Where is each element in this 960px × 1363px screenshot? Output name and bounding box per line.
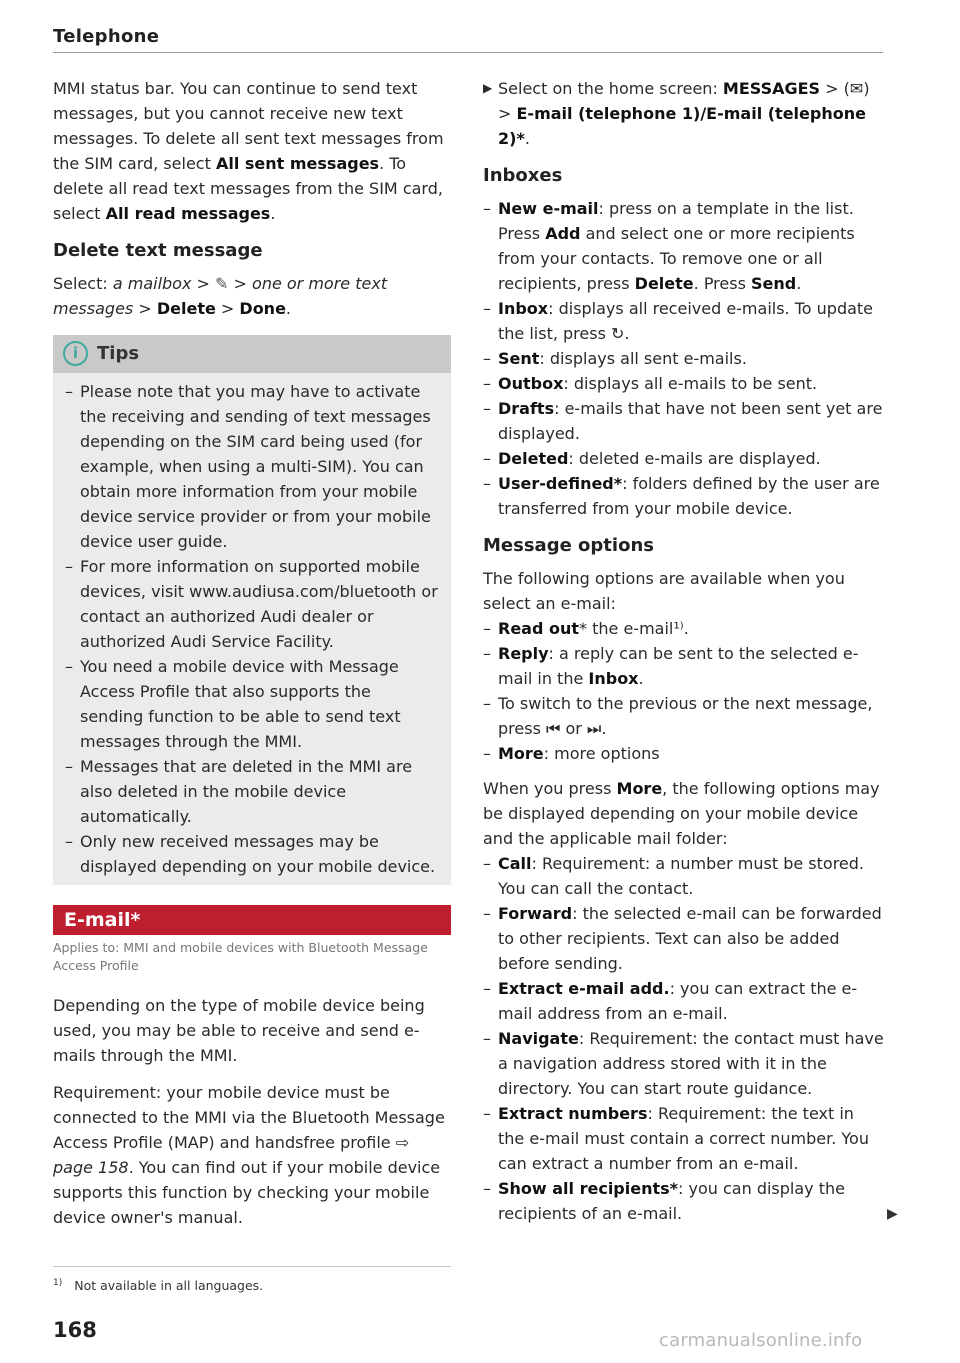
header-title: Telephone bbox=[53, 26, 160, 47]
add-bold: Add bbox=[545, 224, 581, 243]
email-section-title: E-mail* bbox=[53, 905, 451, 935]
list-item: – Forward: the selected e-mail can be forwarded to other recipients. Text can also be added before sending. bbox=[483, 904, 882, 973]
footnote-divider bbox=[53, 1266, 451, 1267]
list-item: – Extract e-mail add.: you can extract the e-mail address from an e-mail. bbox=[483, 979, 858, 1023]
list-item: – Outbox: displays all e-mails to be sent. bbox=[483, 374, 818, 393]
text: : folders defined by the user are transferred from your mobile device. bbox=[498, 474, 880, 518]
list-item: – Reply: a reply can be sent to the selected e-mail in the Inbox. bbox=[483, 644, 859, 688]
text: : deleted e-mails are displayed. bbox=[568, 449, 821, 468]
options-intro: The following options are available when you select an e-mail: bbox=[483, 569, 845, 613]
requirement-post: . You can find out if your mobile device supports this function by checking your mobile device owner's manual. bbox=[53, 1158, 441, 1227]
text: : Requirement: the contact must have a navigation address stored with it in the directory. You can start route guidance. bbox=[498, 1029, 884, 1098]
term: Navigate bbox=[498, 1029, 579, 1048]
continue-arrow-icon: ▶ bbox=[887, 1206, 898, 1222]
term: New e-mail bbox=[498, 199, 599, 218]
done-bold: Done bbox=[239, 299, 286, 318]
text: : Requirement: the text in the e-mail must contain a correct number. You can extract a number from an e-mail. bbox=[498, 1104, 869, 1173]
text: and select one or more recipients from your contacts. To remove one or all recipients, press bbox=[498, 224, 855, 293]
footnote bbox=[53, 1278, 263, 1293]
list-item: – User-defined*: folders defined by the user are transferred from your mobile device. bbox=[483, 474, 880, 518]
intro-bold-sent: All sent messages bbox=[215, 154, 380, 173]
text: : e-mails that have not been sent yet are displayed. bbox=[498, 399, 883, 443]
requirement-text: Requirement: your mobile device must be connected to the MMI via the Bluetooth Message Access Profile (MAP) and handsfree profile bbox=[53, 1083, 445, 1152]
term: Inbox bbox=[498, 299, 549, 318]
term: Show all recipients* bbox=[498, 1179, 679, 1198]
intro-end: . bbox=[270, 204, 276, 223]
page-header bbox=[53, 26, 883, 53]
list-item: – Read out* the e-mail¹⁾. bbox=[483, 619, 689, 638]
page-reference-link[interactable]: ⇨ page 158 bbox=[53, 1133, 410, 1177]
delete-sep1: > bbox=[196, 274, 210, 293]
term: More bbox=[498, 744, 544, 763]
list-item: – Sent: displays all sent e-mails. bbox=[483, 349, 747, 368]
list-item: – More: more options bbox=[483, 744, 660, 763]
term: Deleted bbox=[498, 449, 569, 468]
inbox-bold: Inbox bbox=[588, 669, 639, 688]
tip-text: Messages that are deleted in the MMI are also deleted in the mobile device automatically. bbox=[80, 757, 413, 826]
select-instruction bbox=[483, 76, 885, 151]
text: To switch to the previous or the next message, press ⏮ or ⏭. bbox=[498, 694, 873, 738]
tip-item: – Only new received messages may be displayed depending on your mobile device. bbox=[65, 832, 436, 876]
select-end: . bbox=[524, 129, 530, 148]
term: Read out bbox=[498, 619, 580, 638]
term: User-defined* bbox=[498, 474, 623, 493]
tips-header bbox=[53, 335, 451, 373]
send-bold: Send bbox=[751, 274, 797, 293]
more-post: , the following options may be displayed depending on your mobile device and the applicable mail folder: bbox=[483, 779, 880, 848]
list-item: – To switch to the previous or the next message, press ⏮ or ⏭. bbox=[483, 694, 873, 738]
info-icon: i bbox=[63, 341, 88, 366]
tip-text: Please note that you may have to activate the receiving and sending of text messages depending on the SIM card being used (for example, when using a multi-SIM). You can obtain more information from your mobile device service provider or from your mobile device user guide. bbox=[80, 382, 431, 551]
list-item: – Inbox: displays all received e-mails. To update the list, press ↻. bbox=[483, 299, 874, 343]
more-bold: More bbox=[616, 779, 663, 798]
tip-text: You need a mobile device with Message Access Profile that also supports the sending function to be able to send text messages through the MMI. bbox=[80, 657, 401, 751]
delete-pre: Select: bbox=[53, 274, 108, 293]
list-item: – Drafts: e-mails that have not been sent yet are displayed. bbox=[483, 399, 883, 443]
list-item: – Navigate: Requirement: the contact must have a navigation address stored with it in the directory. You can start route guidance. bbox=[483, 1029, 884, 1098]
text: . bbox=[638, 669, 644, 688]
delete-sep3: > bbox=[138, 299, 152, 318]
more-pre: When you press bbox=[483, 779, 612, 798]
text: : Requirement: a number must be stored. You can call the contact. bbox=[498, 854, 865, 898]
delete-text-messages: one or more text messages bbox=[53, 274, 388, 318]
tip-item: – You need a mobile device with Message Access Profile that also supports the sending function to be able to send text messages through the MMI. bbox=[65, 657, 401, 751]
inboxes-heading: Inboxes bbox=[483, 165, 563, 186]
intro-text: MMI status bar. You can continue to send text messages, but you cannot receive new text messages. To delete all sent text messages from the SIM card, select bbox=[53, 79, 444, 173]
footnote-marker: 1) bbox=[53, 1278, 63, 1288]
text: : displays all e-mails to be sent. bbox=[563, 374, 818, 393]
footnote-text: Not available in all languages. bbox=[74, 1278, 264, 1294]
term: Outbox bbox=[498, 374, 564, 393]
text: : more options bbox=[543, 744, 660, 763]
page-number: 168 bbox=[53, 1318, 97, 1342]
delete-end: . bbox=[285, 299, 292, 318]
term: Sent bbox=[498, 349, 540, 368]
list-item: – Deleted: deleted e-mails are displayed. bbox=[483, 449, 821, 468]
message-options-heading: Message options bbox=[483, 535, 654, 556]
text: . Press bbox=[693, 274, 746, 293]
tips-title: Tips bbox=[97, 343, 140, 364]
text: : you can display the recipients of an e-mail. bbox=[498, 1179, 845, 1223]
tips-box bbox=[53, 335, 451, 885]
tip-text: Only new received messages may be displayed depending on your mobile device. bbox=[80, 832, 436, 876]
term: Forward bbox=[498, 904, 573, 923]
tip-item: – Please note that you may have to activate the receiving and sending of text messages depending on the SIM card being used (for example, when using a multi-SIM). You can obtain more information from your mobile device service provider or from your mobile device user guide. bbox=[65, 382, 431, 551]
tip-item: – Messages that are deleted in the MMI are also deleted in the mobile device automatically. bbox=[65, 757, 413, 826]
delete-sep2: > bbox=[233, 274, 247, 293]
tips-body bbox=[53, 373, 451, 885]
list-item: – New e-mail: press on a template in the list. Press Add and select one or more recipients from your contacts. To remove one or all recipients, press Delete. Press Send. bbox=[483, 199, 855, 293]
term: Reply bbox=[498, 644, 549, 663]
delete-sep4: > bbox=[220, 299, 235, 318]
applies-to: Applies to: MMI and mobile devices with Bluetooth Message Access Profile bbox=[53, 940, 428, 973]
delete-bold: Delete bbox=[634, 274, 694, 293]
text: : the selected e-mail can be forwarded to other recipients. Text can also be added before sending. bbox=[498, 904, 882, 973]
left-column bbox=[53, 76, 451, 1230]
text: * the e-mail¹⁾. bbox=[579, 619, 689, 638]
email-paragraph-2 bbox=[53, 1080, 451, 1230]
term: Extract e-mail add. bbox=[498, 979, 670, 998]
term: Drafts bbox=[498, 399, 555, 418]
term: Extract numbers bbox=[498, 1104, 648, 1123]
delete-bold: Delete bbox=[156, 299, 216, 318]
text: . bbox=[796, 274, 802, 293]
triangle-bullet-icon: ▶ bbox=[483, 81, 493, 95]
list-item: – Show all recipients*: you can display the recipients of an e-mail. bbox=[483, 1179, 845, 1223]
email-paragraph-1: Depending on the type of mobile device being used, you may be able to receive and send e-mails through the MMI. bbox=[53, 996, 425, 1065]
intro-mid: . To delete all read text messages from the SIM card, select bbox=[53, 154, 443, 223]
text: : displays all received e-mails. To update the list, press ↻. bbox=[498, 299, 874, 343]
list-item: – Extract numbers: Requirement: the text in the e-mail must contain a correct number. You can extract a number from an e-mail. bbox=[483, 1104, 869, 1173]
tip-item: – For more information on supported mobile devices, visit www.audiusa.com/bluetooth or contact an authorized Audi dealer or authorized Audi Service Facility. bbox=[65, 557, 438, 651]
right-column bbox=[483, 76, 885, 1226]
edit-icon: ✎ bbox=[215, 274, 229, 293]
select-mid: > (✉) > bbox=[498, 79, 870, 123]
intro-bold-read: All read messages bbox=[105, 204, 271, 223]
delete-paragraph bbox=[53, 271, 451, 321]
text: : displays all sent e-mails. bbox=[539, 349, 747, 368]
list-item: – Call: Requirement: a number must be stored. You can call the contact. bbox=[483, 854, 865, 898]
email-telephone-bold: E-mail (telephone 1)/E-mail (telephone 2)* bbox=[498, 104, 866, 148]
text: : a reply can be sent to the selected e-mail in the bbox=[498, 644, 859, 688]
select-pre: Select on the home screen: bbox=[498, 79, 718, 98]
delete-heading: Delete text message bbox=[53, 240, 263, 261]
more-paragraph bbox=[483, 776, 885, 851]
messages-bold: MESSAGES bbox=[722, 79, 821, 98]
text: : press on a template in the list. Press bbox=[498, 199, 854, 243]
watermark: carmanualsonline.info bbox=[659, 1330, 863, 1351]
intro-paragraph bbox=[53, 76, 451, 226]
text: : you can extract the e-mail address from an e-mail. bbox=[498, 979, 858, 1023]
tip-text: For more information on supported mobile devices, visit www.audiusa.com/bluetooth or contact an authorized Audi dealer or authorized Audi Service Facility. bbox=[80, 557, 438, 651]
delete-mailbox: a mailbox bbox=[112, 274, 192, 293]
term: Call bbox=[498, 854, 532, 873]
